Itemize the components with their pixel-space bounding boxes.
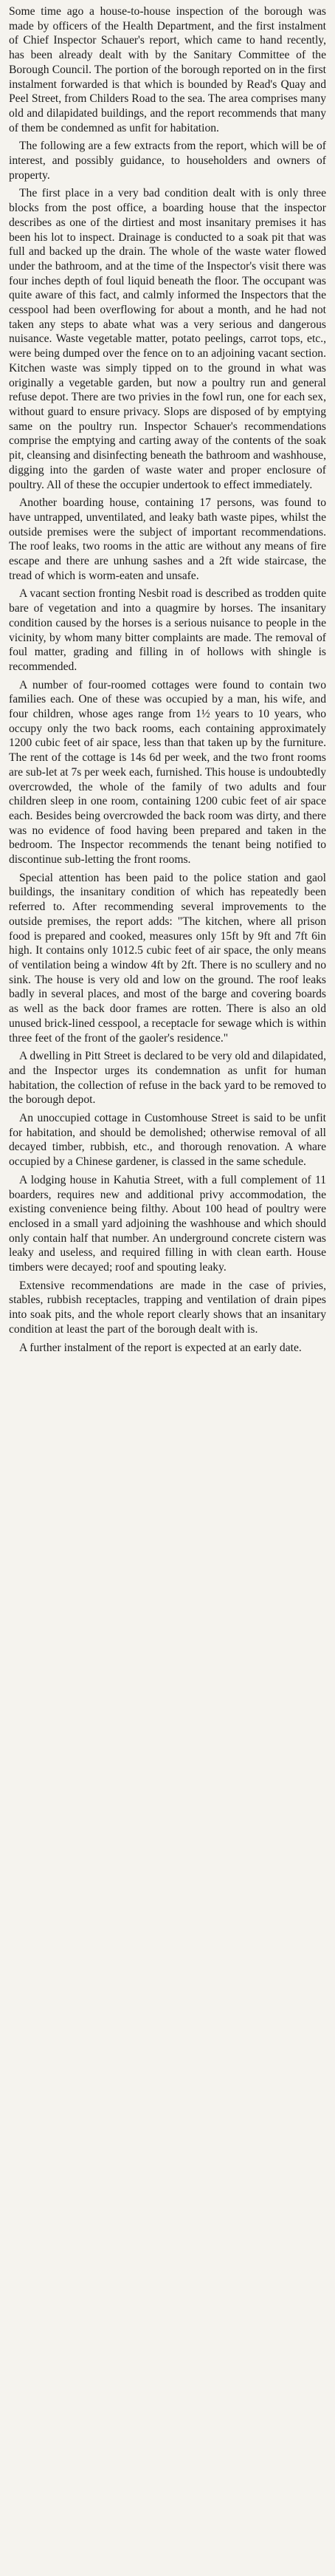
article-paragraph-6: A number of four-roomed cottages were found to contain two families each. One of these was occupied by a man, his wife, and four children, whose ages range from 1½ years to 10 years, who occupy only the two back rooms, each containing approximately 1200 cubic feet of air space, less than that taken up by the furniture. The rent of the cottage is 14s 6d per week, and the two front rooms are sub-let at 7s per week each, furnished. This house is undoubtedly overcrowded, the whole of the family of two adults and four children sleep in one room, containing 1200 cubic feet of air space each. Besides being overcrowded the back room was dirty, and there was no evidence of food having been prepared and taken in the bedroom. The Inspector recommends the tenant being notified to discontinue sub-letting the front rooms. xyxy=(9,678,326,867)
article-paragraph-9: An unoccupied cottage in Customhouse Street is said to be unfit for habitation, and should be demolished; otherwise removal of all decayed timber, rubbish, etc., and thorough renovation. A whare occupied by a Chinese gardener, is classed in the same schedule. xyxy=(9,1112,326,1169)
article-paragraph-12: A further instalment of the report is expected at an early date. xyxy=(19,1341,302,1354)
article-paragraph-1: Some time ago a house-to-house inspection of the borough was made by officers of the Health Department, and the first instalment of Chief Inspector Schauer's report, which came to hand recently, has been already dealt with by the Sanitary Committee of the Borough Council. The portion of the borough reported on in the first instalment forwarded is that which is bounded by Read's Quay and Peel Street, from Childers Road to the sea. The area comprises many old and dilapidated buildings, and the report recommends that many of them be condemned as unfit for habitation. xyxy=(9,5,326,134)
article-paragraph-7: Special attention has been paid to the police station and gaol buildings, the insanitary condition of which has repeatedly been referred to. After recommending several improvements to the outside premises, the report adds: "The kitchen, where all prison food is prepared and cooked, measures only 15ft by 9ft and 7ft 6in high. It contains only 1012.5 cubic feet of air space, the only means of ventilation being a window 4ft by 2ft. There is no scullery and no sink. The house is very old and low on the ground. The roof leaks badly in several places, and most of the barge and covering boards as well as the back door frames are rotten. There is also an old unused brick-lined cesspool, a receptacle for sewage which is within three feet of the front of the gaoler's residence." xyxy=(9,871,326,1045)
article-paragraph-2: The following are a few extracts from the report, which will be of interest, and possibly guidance, to householders and owners of property. xyxy=(9,140,326,182)
article-paragraph-8: A dwelling in Pitt Street is declared to be very old and dilapidated, and the Inspector urges its condemnation as unfit for human habitation, the collection of refuse in the back yard to be removed to the borough depot. xyxy=(9,1050,326,1107)
article-paragraph-11: Extensive recommendations are made in the case of privies, stables, rubbish receptacles, trapping and ventilation of drain pipes into soak pits, and the whole report clearly shows that an insanitary condition at least the part of the borough dealt with is. xyxy=(9,1279,326,1336)
article-paragraph-5: A vacant section fronting Nesbit road is described as trodden quite bare of vegetation and into a quagmire by horses. The insanitary condition caused by the horses is a serious nuisance to people in the vicinity, by whom many bitter complaints are made. The removal of foul matter, grading and filling in of hollows with shingle is recommended. xyxy=(9,587,326,673)
article-paragraph-3: The first place in a very bad condition dealt with is only three blocks from the post office, a boarding house that the inspector describes as one of the dirtiest and most insanitary premises it has been his lot to inspect. Drainage is conducted to a soak pit that was full and backed up the drain. The whole of the waste water flowed under the bathroom, and at the time of the Inspector's visit there was four inches depth of foul liquid beneath the floor. The occupant was quite aware of this fact, and calmly informed the Inspectors that the cesspool had been overflowing for about a month, and he had not taken any steps to abate what was a very serious and dangerous nuisance. Waste vegetable matter, potato peelings, carrot tops, etc., were being dumped over the fence on to an adjoining vacant section. Kitchen waste was simply tipped on to the ground in what was originally a vegetable garden, but now a poultry run and general refuse depot. There are two privies in the fowl run, one for each sex, without guard to ensure privacy. Slops are disposed of by emptying same on the poultry run. Inspector Schauer's recommendations comprise the emptying and carting away of the contents of the soak pit, cleansing and disinfecting beneath the bathroom and washhouse, digging into the garden of waste water and proper enclosure of poultry. All of these the occupier undertook to effect immediately. xyxy=(9,187,326,491)
article-paragraph-10: A lodging house in Kahutia Street, with a full complement of 11 boarders, requires new and additional privy accommodation, the existing convenience being filthy. About 100 head of poultry were enclosed in a small yard adjoining the washhouse and which should only contain half that number. An underground concrete cistern was leaky and useless, and required filling in with clean earth. House timbers were decayed; roof and spouting leaky. xyxy=(9,1173,326,1274)
article-paragraph-4: Another boarding house, containing 17 persons, was found to have untrapped, unventilated, and leaky bath waste pipes, whilst the outside premises were the subject of important recommendations. The roof leaks, two rooms in the attic are without any means of fire escape and there are unhung sashes and a 2ft wide staircase, the tread of which is worm-eaten and unsafe. xyxy=(9,496,326,582)
